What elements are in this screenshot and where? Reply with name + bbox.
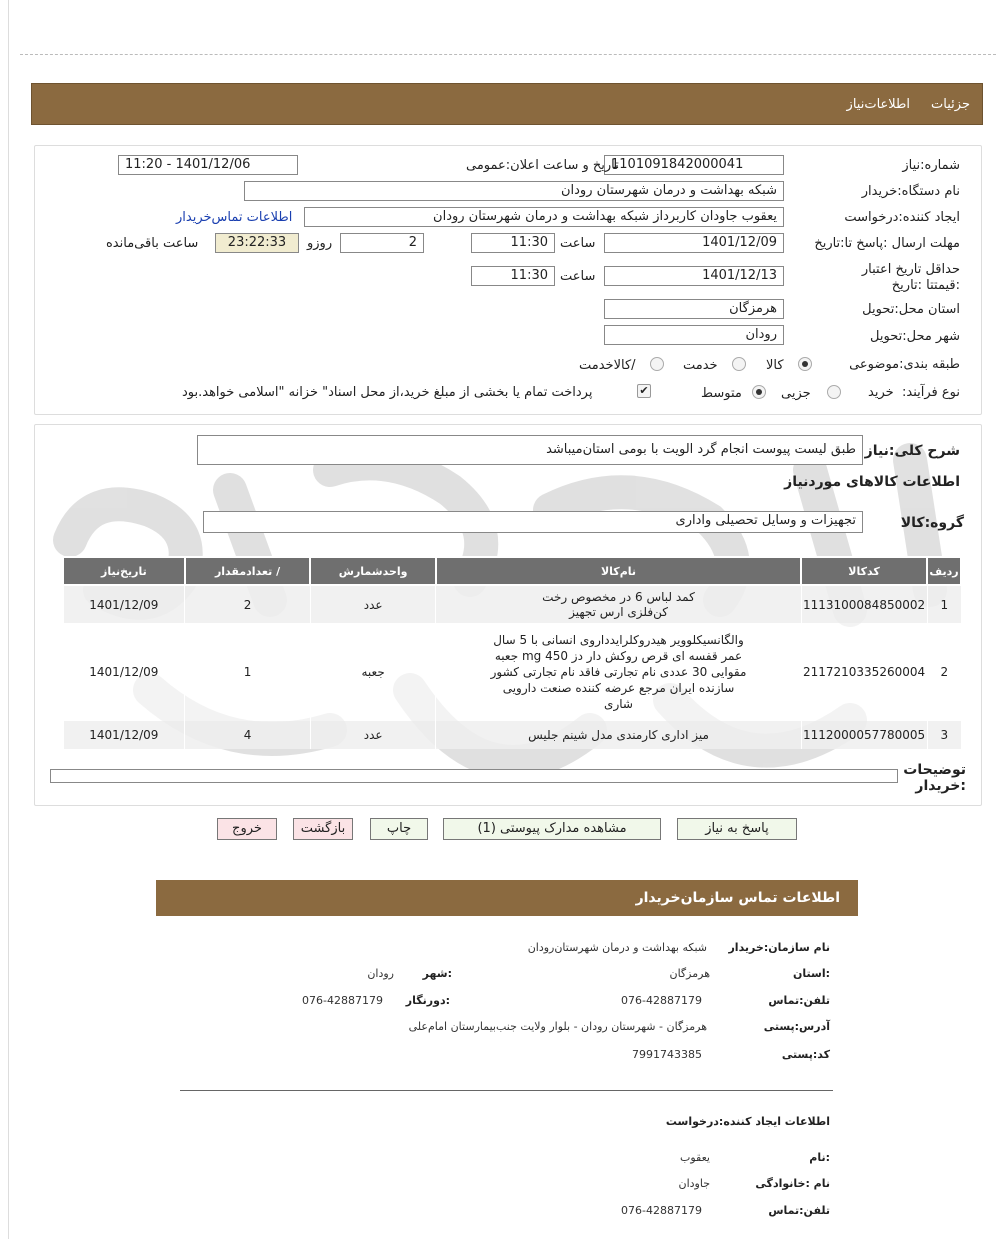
table-row <box>63 721 961 749</box>
contact-header-bar <box>156 880 858 916</box>
row-date: 1401/12/09 <box>63 721 185 749</box>
page-top-divider <box>20 54 996 55</box>
treasury-payment-checkbox[interactable]: ✔ <box>637 384 651 398</box>
buyer-notes-field <box>50 769 898 783</box>
creator-last-name-label: نام :خانوادگی <box>755 1177 830 1190</box>
remaining-label: ساعت باقی‌مانده <box>106 236 199 251</box>
category-goods-label: کالا <box>766 358 784 373</box>
row-index: 1 <box>927 585 961 623</box>
description-field: طبق لیست پیوست انجام گرد الویت با بومی استان‌میباشد <box>197 435 863 465</box>
goods-info-heading: اطلاعات کالاهای موردنیاز <box>784 474 960 490</box>
remaining-time-field: 23:22:33 <box>215 233 299 253</box>
validity-label: حداقل تاریخ اعتبار :قیمتتا :تاریخ <box>861 262 960 293</box>
city-label: شهر محل:تحویل <box>870 329 960 344</box>
announce-label: تاریخ و ساعت اعلان:عمومی <box>466 158 619 173</box>
contact-postal-label: کد:پستی <box>781 1048 830 1061</box>
contact-divider <box>180 1090 833 1091</box>
creator-field: یعقوب جاودان کاربرداز شبکه بهداشت و درمان شهرستان رودان <box>304 207 784 227</box>
row-index: 3 <box>927 721 961 749</box>
province-field: هرمزگان <box>604 299 784 319</box>
creator-phone-label: تلفن:تماس <box>768 1204 830 1217</box>
validity-time-field: 11:30 <box>471 266 555 286</box>
need-number-field: 1101091842000041 <box>604 155 784 175</box>
creator-phone-value: 076-42887179 <box>621 1204 702 1217</box>
row-date: 1401/12/09 <box>63 585 185 623</box>
reply-date-field: 1401/12/09 <box>604 233 784 253</box>
row-date: 1401/12/09 <box>63 623 185 721</box>
process-buy-label: خرید <box>868 385 894 400</box>
row-qty: 2 <box>185 585 311 623</box>
process-partial-radio[interactable] <box>827 385 841 399</box>
row-unit: عدد <box>310 721 436 749</box>
validity-hour-label: ساعت <box>560 269 596 284</box>
row-code: 1112000057780005 <box>801 721 927 749</box>
row-unit: عدد <box>310 585 436 623</box>
row-qty: 4 <box>185 721 311 749</box>
table-row <box>63 623 961 721</box>
buyer-org-label: نام دستگاه:خریدار <box>861 184 960 199</box>
exit-button[interactable]: خروج <box>217 818 277 840</box>
need-number-label: شماره:نیاز <box>902 158 960 173</box>
contact-address-label: آدرس:پستی <box>763 1020 830 1033</box>
province-label: استان محل:تحویل <box>862 302 960 317</box>
row-name: کمد لباس 6 در مخصوص رخت کن‌فلزی ارس تجهیز <box>436 585 801 623</box>
buyer-contact-link[interactable]: اطلاعات تماس‌خریدار <box>176 210 293 225</box>
col-header-code: کدکالا <box>801 557 927 585</box>
contact-address-value: هرمزگان - شهرستان رودان - بلوار ولایت جنب‌بیمارستان امام‌علی <box>408 1020 707 1033</box>
creator-info-title: اطلاعات ایجاد کننده:درخواست <box>665 1115 830 1128</box>
process-type-label: نوع فرآیند: <box>902 385 960 400</box>
col-header-unit: واحدشمارش <box>310 557 436 585</box>
row-index: 2 <box>927 623 961 721</box>
contact-postal-value: 7991743385 <box>632 1048 702 1061</box>
announce-datetime-field: 1401/12/06 - 11:20 <box>118 155 298 175</box>
back-button[interactable]: بازگشت <box>293 818 353 840</box>
category-label: طبقه بندی:موضوعی <box>849 357 960 372</box>
goods-group-label: گروه:کالا <box>900 515 964 531</box>
row-code: 2117210335260004 <box>801 623 927 721</box>
contact-org-label: نام سازمان:خریدار <box>728 941 830 954</box>
goods-table <box>62 556 962 749</box>
treasury-payment-note: پرداخت تمام یا بخشی از مبلغ خرید،از محل اسناد" خزانه "اسلامی خواهد.بود <box>182 385 593 400</box>
contact-fax-label: :دورنگار <box>405 994 450 1007</box>
category-service-label: خدمت <box>683 358 718 373</box>
reply-deadline-label: مهلت ارسال :پاسخ تا:تاریخ <box>814 236 960 251</box>
reply-button[interactable]: پاسخ به نیاز <box>677 818 797 840</box>
row-name: میز اداری کارمندی مدل شینم جلیس <box>436 721 801 749</box>
col-header-date: تاریخ‌نیاز <box>63 557 185 585</box>
view-attachments-button[interactable]: مشاهده مدارک پیوستی (1) <box>443 818 661 840</box>
creator-first-name-label: :نام <box>809 1151 830 1164</box>
table-row <box>63 585 961 623</box>
row-code: 1113100084850002 <box>801 585 927 623</box>
details-header-bar <box>31 83 983 125</box>
creator-last-name-value: جاودان <box>678 1177 710 1190</box>
contact-fax-value: 076-42887179 <box>302 994 383 1007</box>
buyer-org-field: شبکه بهداشت و درمان شهرستان رودان <box>244 181 784 201</box>
days-label: روزو <box>307 236 333 251</box>
contact-city-value: رودان <box>367 967 394 980</box>
process-medium-label: متوسط <box>701 386 742 401</box>
category-goods-service-label: /کالاخدمت <box>579 358 636 373</box>
contact-title: اطلاعات تماس سازمان‌خریدار <box>635 890 840 906</box>
reply-hour-label: ساعت <box>560 236 596 251</box>
row-unit: جعبه <box>310 623 436 721</box>
days-field: 2 <box>340 233 424 253</box>
contact-phone-label: تلفن:تماس <box>768 994 830 1007</box>
creator-first-name-value: یعقوب <box>680 1151 710 1164</box>
reply-time-field: 11:30 <box>471 233 555 253</box>
description-label: شرح کلی:نیاز <box>864 443 960 459</box>
process-medium-radio[interactable] <box>752 385 766 399</box>
col-header-index: ردیف <box>927 557 961 585</box>
category-goods-radio[interactable] <box>798 357 812 371</box>
validity-date-field: 1401/12/13 <box>604 266 784 286</box>
category-service-radio[interactable] <box>732 357 746 371</box>
page-left-rule <box>8 0 9 1239</box>
contact-phone-value: 076-42887179 <box>621 994 702 1007</box>
buyer-notes-label: توضیحات :خریدار <box>903 762 966 794</box>
goods-table-header-row <box>63 557 961 585</box>
col-header-qty: / تعدادمقدار <box>185 557 311 585</box>
row-name: والگانسیکلوویر هیدروکلرایدداروی انسانی با 5 سال عمر قفسه ای قرص روکش دار دز 450 mg جعبه مقوایی 30 عددی نام تجارتی فاقد نام تجارتی کشور سازنده ایران مرجع عرضه کننده صنعت دارویی شاری <box>436 623 801 721</box>
header-tab-need-info[interactable]: اطلاعات‌نیاز <box>846 97 910 112</box>
creator-label: ایجاد کننده:درخواست <box>844 210 960 225</box>
contact-city-label: :شهر <box>422 967 452 980</box>
process-partial-label: جزیی <box>781 386 811 401</box>
contact-province-value: هرمزگان <box>669 967 710 980</box>
contact-province-label: :استان <box>793 967 830 980</box>
contact-org-value: شبکه بهداشت و درمان شهرستان‌رودان <box>527 941 707 954</box>
col-header-name: نام‌کالا <box>436 557 801 585</box>
category-goods-service-radio[interactable] <box>650 357 664 371</box>
print-button[interactable]: چاپ <box>370 818 428 840</box>
header-tab-details[interactable]: جزئیات <box>931 97 970 112</box>
row-qty: 1 <box>185 623 311 721</box>
goods-group-field: تجهیزات و وسایل تحصیلی واداری <box>203 511 863 533</box>
city-field: رودان <box>604 325 784 345</box>
